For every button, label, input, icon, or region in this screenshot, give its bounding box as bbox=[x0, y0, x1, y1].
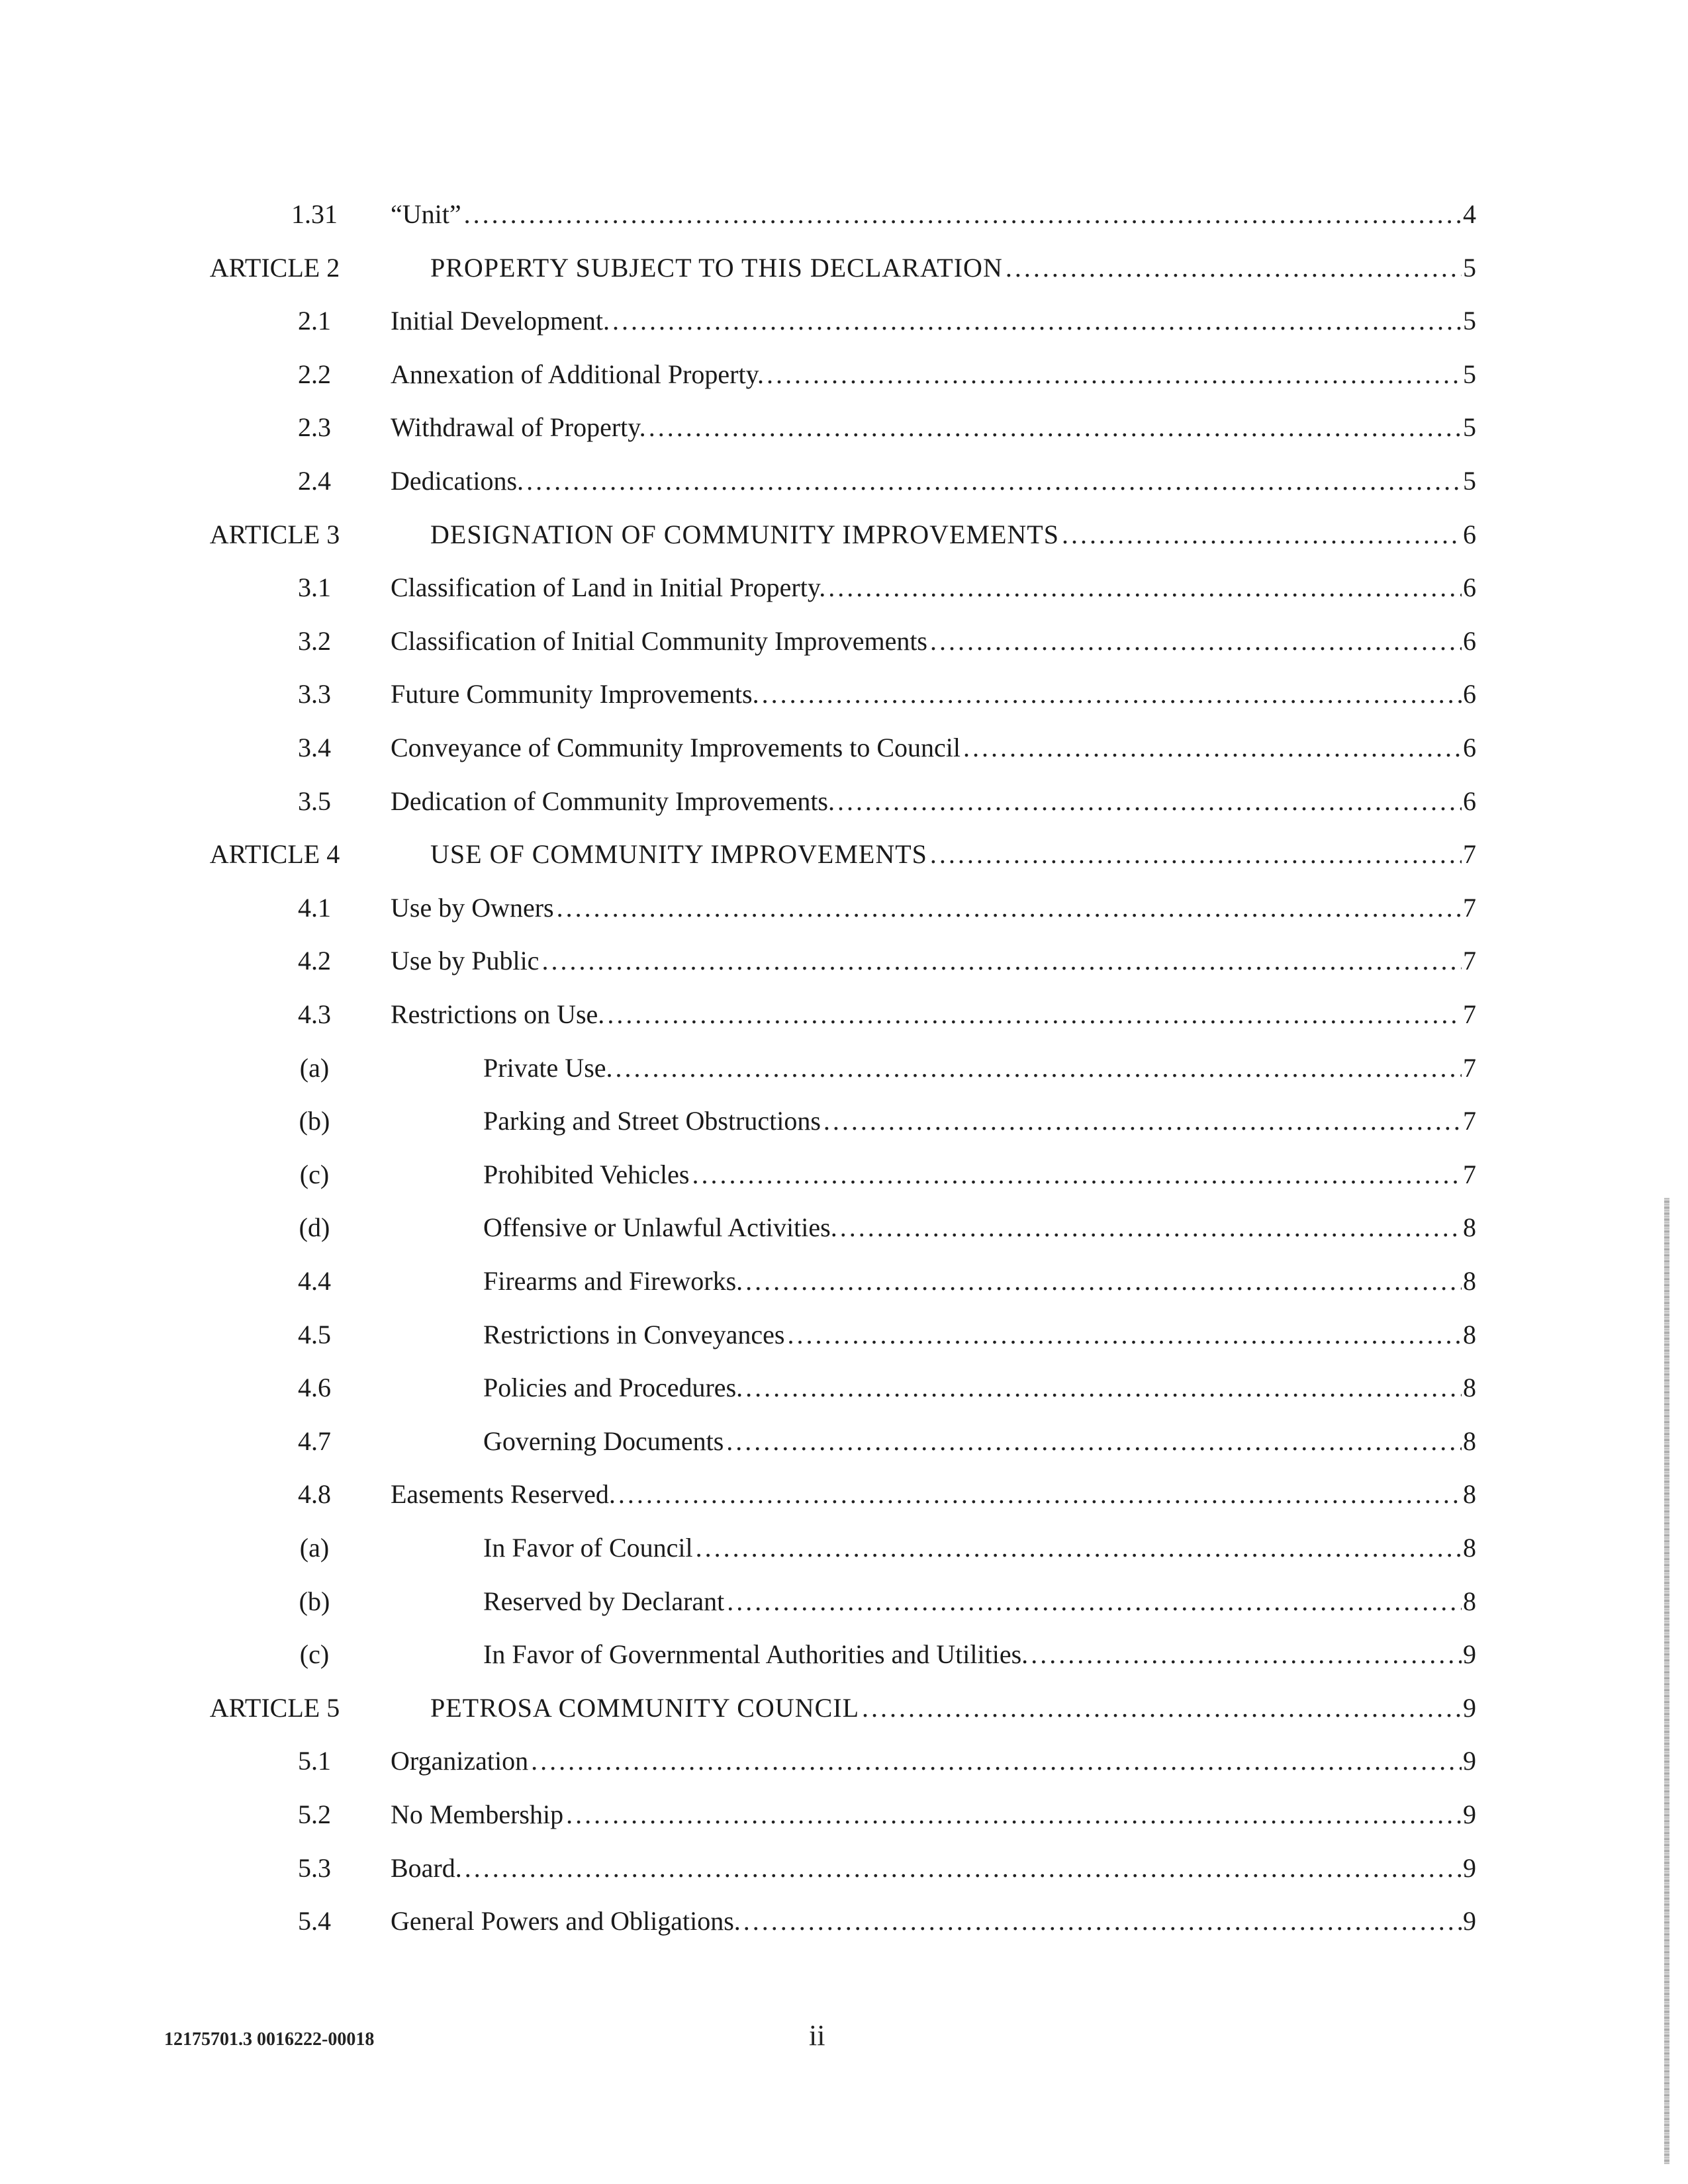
toc-section-number: 4.2 bbox=[298, 946, 331, 976]
toc-entry[interactable] bbox=[391, 301, 1476, 341]
toc-entry[interactable] bbox=[483, 1422, 1476, 1461]
toc-entry-title: Withdrawal of Property. bbox=[391, 412, 646, 443]
toc-section-number: 4.5 bbox=[298, 1319, 331, 1349]
toc-page-number: 6 bbox=[1463, 679, 1476, 709]
dot-leader bbox=[618, 1475, 1462, 1514]
toc-entry-title: Offensive or Unlawful Activities. bbox=[483, 1212, 837, 1243]
toc-page-number: 9 bbox=[1463, 1746, 1476, 1776]
dot-leader bbox=[531, 1741, 1462, 1781]
toc-entry-title: Classification of Land in Initial Property. bbox=[391, 572, 826, 603]
toc-section-number: 2.1 bbox=[298, 306, 331, 336]
toc-section-number: 5.2 bbox=[298, 1799, 331, 1829]
toc-page-number: 7 bbox=[1463, 946, 1476, 976]
toc-entry-title: General Powers and Obligations. bbox=[391, 1906, 741, 1936]
toc-page-number: 9 bbox=[1463, 1692, 1476, 1723]
toc-entry-title: Annexation of Additional Property. bbox=[391, 359, 764, 389]
toc-page-number: 8 bbox=[1463, 1373, 1476, 1403]
dot-leader bbox=[762, 674, 1462, 714]
dot-leader bbox=[465, 1848, 1462, 1888]
toc-entry[interactable] bbox=[391, 1741, 1476, 1781]
toc-entry[interactable] bbox=[391, 728, 1476, 768]
toc-page-number: 7 bbox=[1463, 1159, 1476, 1189]
dot-leader bbox=[963, 728, 1462, 768]
toc-entry-title: Firearms and Fireworks. bbox=[483, 1266, 743, 1296]
dot-leader bbox=[745, 1261, 1462, 1301]
toc-entry[interactable] bbox=[483, 1582, 1476, 1621]
toc-page-number: 8 bbox=[1463, 1533, 1476, 1563]
toc-page-number: 7 bbox=[1463, 1052, 1476, 1083]
dot-leader bbox=[607, 995, 1462, 1034]
toc-entry[interactable] bbox=[391, 1848, 1476, 1888]
toc-section-number: 3.3 bbox=[298, 679, 331, 709]
toc-entry[interactable] bbox=[391, 888, 1476, 928]
toc-entry[interactable] bbox=[483, 1155, 1476, 1195]
toc-section-number: 4.7 bbox=[298, 1426, 331, 1456]
dot-leader bbox=[727, 1582, 1462, 1621]
scan-edge-artifact bbox=[1664, 1198, 1669, 2164]
toc-entry-title: DESIGNATION OF COMMUNITY IMPROVEMENTS bbox=[430, 519, 1059, 549]
dot-leader bbox=[612, 301, 1462, 341]
toc-entry-title: USE OF COMMUNITY IMPROVEMENTS bbox=[430, 839, 927, 870]
toc-section-number: 5.4 bbox=[298, 1906, 331, 1936]
dot-leader bbox=[557, 888, 1462, 928]
toc-section-number: 4.8 bbox=[298, 1479, 331, 1510]
toc-entry-title: In Favor of Council bbox=[483, 1533, 693, 1563]
toc-entry[interactable] bbox=[391, 995, 1476, 1034]
toc-entry-title: Board. bbox=[391, 1852, 462, 1883]
toc-page-number: 8 bbox=[1463, 1426, 1476, 1456]
dot-leader bbox=[526, 461, 1462, 501]
dot-leader bbox=[616, 1048, 1462, 1088]
dot-leader bbox=[823, 1101, 1462, 1141]
dot-leader bbox=[840, 1208, 1462, 1248]
toc-section-number: 5.3 bbox=[298, 1852, 331, 1883]
toc-section-number: (a) bbox=[299, 1052, 330, 1083]
toc-entry-title: Organization bbox=[391, 1746, 529, 1776]
toc-entry[interactable] bbox=[391, 195, 1476, 234]
toc-section-number: 5.1 bbox=[298, 1746, 331, 1776]
toc-article-number: ARTICLE 3 bbox=[209, 519, 340, 549]
toc-page-number: 5 bbox=[1463, 306, 1476, 336]
toc-entry[interactable] bbox=[430, 835, 1476, 874]
dot-leader bbox=[828, 568, 1462, 608]
toc-entry-title: Use by Public bbox=[391, 946, 539, 976]
toc-entry-title: “Unit” bbox=[391, 199, 461, 229]
toc-section-number: 2.4 bbox=[298, 466, 331, 496]
toc-entry[interactable] bbox=[391, 1795, 1476, 1835]
toc-page-number: 5 bbox=[1463, 252, 1476, 283]
toc-entry[interactable] bbox=[483, 1101, 1476, 1141]
toc-entry[interactable] bbox=[483, 1368, 1476, 1408]
toc-entry-title: Classification of Initial Community Improvements bbox=[391, 625, 927, 656]
dot-leader bbox=[464, 195, 1462, 234]
toc-entry[interactable] bbox=[391, 674, 1476, 714]
toc-section-number: (c) bbox=[299, 1159, 330, 1189]
toc-entry-title: Private Use. bbox=[483, 1052, 613, 1083]
toc-entry-title: Restrictions in Conveyances bbox=[483, 1319, 785, 1349]
toc-entry-title: PETROSA COMMUNITY COUNCIL bbox=[430, 1692, 860, 1723]
dot-leader bbox=[930, 835, 1462, 874]
toc-section-number: 4.4 bbox=[298, 1266, 331, 1296]
toc-entry[interactable] bbox=[430, 248, 1476, 288]
page-number: ii bbox=[809, 2019, 825, 2052]
toc-entry[interactable] bbox=[430, 515, 1476, 555]
toc-entry[interactable] bbox=[391, 461, 1476, 501]
toc-section-number: (b) bbox=[299, 1586, 330, 1616]
toc-page-number: 8 bbox=[1463, 1586, 1476, 1616]
toc-section-number: (d) bbox=[299, 1212, 330, 1243]
toc-page-number: 4 bbox=[1463, 199, 1476, 229]
toc-entry-title: Use by Owners bbox=[391, 892, 554, 923]
toc-article-number: ARTICLE 4 bbox=[209, 839, 340, 870]
toc-entry[interactable] bbox=[483, 1048, 1476, 1088]
dot-leader bbox=[1006, 248, 1462, 288]
dot-leader bbox=[1031, 1635, 1462, 1674]
toc-page-number: 9 bbox=[1463, 1799, 1476, 1829]
toc-page-number: 5 bbox=[1463, 412, 1476, 443]
dot-leader bbox=[930, 621, 1462, 661]
dot-leader bbox=[649, 408, 1462, 447]
dot-leader bbox=[862, 1688, 1462, 1728]
toc-page-number: 6 bbox=[1463, 733, 1476, 762]
toc-entry-title: No Membership bbox=[391, 1799, 564, 1829]
toc-entry[interactable] bbox=[391, 1901, 1476, 1941]
toc-page-number: 5 bbox=[1463, 359, 1476, 389]
toc-page-number: 6 bbox=[1463, 786, 1476, 816]
toc-section-number: 3.2 bbox=[298, 625, 331, 656]
toc-section-number: (b) bbox=[299, 1106, 330, 1136]
dot-leader bbox=[541, 941, 1462, 981]
toc-page-number: 9 bbox=[1463, 1639, 1476, 1670]
toc-entry-title: Conveyance of Community Improvements to Council bbox=[391, 733, 961, 762]
dot-leader bbox=[787, 1315, 1462, 1355]
dot-leader bbox=[566, 1795, 1462, 1835]
toc-entry-title: Initial Development. bbox=[391, 306, 610, 336]
toc-page-number: 6 bbox=[1463, 572, 1476, 603]
toc-entry[interactable] bbox=[391, 568, 1476, 608]
dot-leader bbox=[692, 1155, 1462, 1195]
toc-section-number: (c) bbox=[299, 1639, 330, 1670]
dot-leader bbox=[726, 1422, 1462, 1461]
toc-page-number: 5 bbox=[1463, 466, 1476, 496]
toc-section-number: 3.4 bbox=[298, 733, 331, 762]
toc-page-number: 7 bbox=[1463, 839, 1476, 870]
toc-entry-title: Governing Documents bbox=[483, 1426, 724, 1456]
toc-section-number: 4.3 bbox=[298, 999, 331, 1029]
toc-section-number: 4.6 bbox=[298, 1373, 331, 1403]
toc-section-number: 4.1 bbox=[298, 892, 331, 923]
toc-page-number: 8 bbox=[1463, 1319, 1476, 1349]
toc-entry[interactable] bbox=[483, 1315, 1476, 1355]
toc-entry-title: Easements Reserved. bbox=[391, 1479, 616, 1510]
toc-entry-title: Prohibited Vehicles bbox=[483, 1159, 690, 1189]
toc-page-number: 6 bbox=[1463, 625, 1476, 656]
toc-entry-title: Future Community Improvements. bbox=[391, 679, 759, 709]
toc-page-number: 6 bbox=[1463, 519, 1476, 549]
toc-entry-title: PROPERTY SUBJECT TO THIS DECLARATION bbox=[430, 252, 1003, 283]
toc-section-number: 3.1 bbox=[298, 572, 331, 603]
toc-article-number: ARTICLE 2 bbox=[209, 252, 340, 283]
toc-entry-title: Dedication of Community Improvements. bbox=[391, 786, 835, 816]
toc-entry[interactable] bbox=[483, 1208, 1476, 1248]
toc-page-number: 7 bbox=[1463, 999, 1476, 1029]
toc-entry[interactable] bbox=[430, 1688, 1476, 1728]
toc-entry-title: Policies and Procedures. bbox=[483, 1373, 743, 1403]
toc-entry-title: Dedications. bbox=[391, 466, 524, 496]
toc-page-number: 8 bbox=[1463, 1212, 1476, 1243]
toc-entry[interactable] bbox=[391, 782, 1476, 821]
toc-page-number: 8 bbox=[1463, 1266, 1476, 1296]
toc-section-number: 1.31 bbox=[291, 199, 338, 229]
toc-page-number: 9 bbox=[1463, 1906, 1476, 1936]
dot-leader bbox=[837, 782, 1462, 821]
toc-entry[interactable] bbox=[391, 941, 1476, 981]
toc-entry[interactable] bbox=[483, 1635, 1476, 1674]
dot-leader bbox=[696, 1528, 1462, 1568]
toc-entry-title: Parking and Street Obstructions bbox=[483, 1106, 821, 1136]
toc-entry[interactable] bbox=[483, 1528, 1476, 1568]
dot-leader bbox=[743, 1901, 1462, 1941]
dot-leader bbox=[767, 355, 1462, 394]
toc-entry-title: In Favor of Governmental Authorities and Utilities. bbox=[483, 1639, 1029, 1670]
toc-article-number: ARTICLE 5 bbox=[209, 1692, 340, 1723]
toc-page-number: 7 bbox=[1463, 892, 1476, 923]
toc-section-number: 2.2 bbox=[298, 359, 331, 389]
document-id: 12175701.3 0016222-00018 bbox=[164, 2029, 375, 2050]
toc-entry[interactable] bbox=[391, 1475, 1476, 1514]
toc-entry[interactable] bbox=[483, 1261, 1476, 1301]
toc-entry-title: Restrictions on Use. bbox=[391, 999, 605, 1029]
toc-page-number: 7 bbox=[1463, 1106, 1476, 1136]
toc-entry-title: Reserved by Declarant bbox=[483, 1586, 725, 1616]
toc-page-number: 9 bbox=[1463, 1852, 1476, 1883]
toc-entry[interactable] bbox=[391, 355, 1476, 394]
toc-page-number: 8 bbox=[1463, 1479, 1476, 1510]
toc-entry[interactable] bbox=[391, 408, 1476, 447]
toc-section-number: 2.3 bbox=[298, 412, 331, 443]
dot-leader bbox=[745, 1368, 1462, 1408]
toc-section-number: 3.5 bbox=[298, 786, 331, 816]
toc-entry[interactable] bbox=[391, 621, 1476, 661]
dot-leader bbox=[1062, 515, 1462, 555]
toc-section-number: (a) bbox=[299, 1533, 330, 1563]
